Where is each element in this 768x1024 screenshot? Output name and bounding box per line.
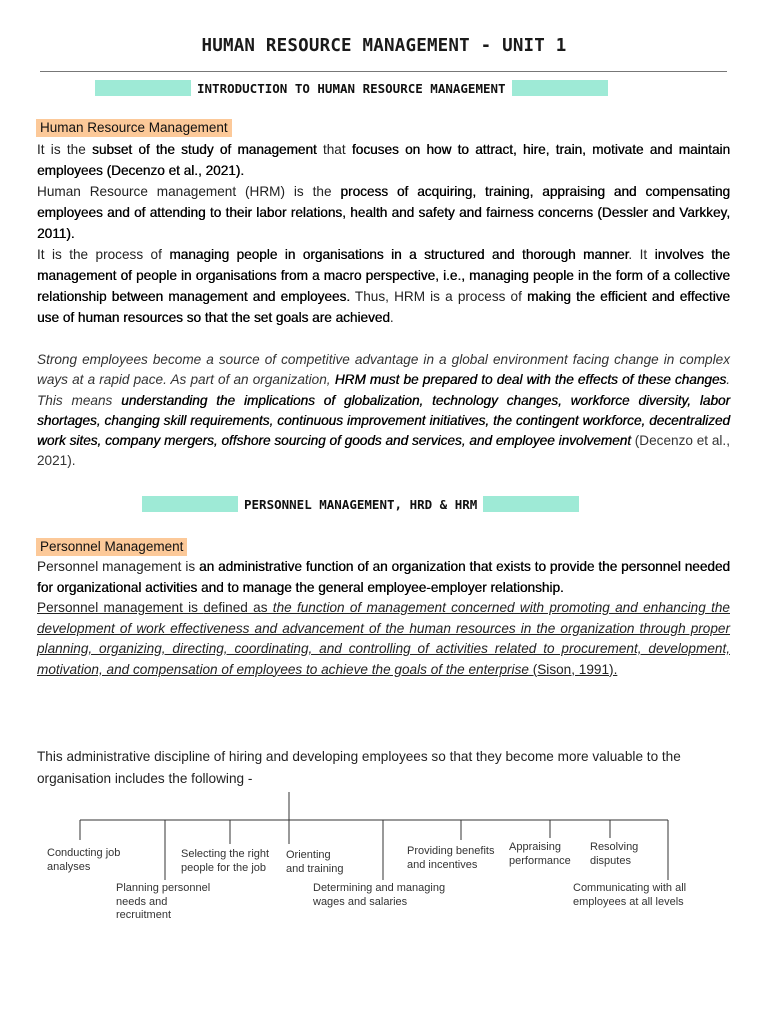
node-label: Selecting the right people for the job [181, 848, 270, 874]
node-label: Resolving disputes [590, 841, 639, 867]
node-label: Determining and managing wages and salaries [313, 882, 446, 908]
node-label: Conducting job analyses [47, 847, 121, 873]
section-heading-label: INTRODUCTION TO HUMAN RESOURCE MANAGEMENT [197, 80, 506, 96]
node-label: Appraising performance [509, 841, 571, 867]
hrm-paragraphs [37, 139, 730, 328]
page-title: HUMAN RESOURCE MANAGEMENT - UNIT 1 [201, 36, 567, 56]
text: Personnel management is [37, 600, 204, 615]
hrm-challenges-paragraph [37, 350, 730, 472]
heading-accent-right [483, 496, 579, 512]
node-appraising [509, 841, 571, 868]
node-label: Orienting and training [286, 849, 344, 875]
emphasis: subset of the study of management [92, 142, 317, 157]
text: Personnel management is [37, 559, 200, 574]
pm-definition-1 [37, 557, 730, 598]
text: . It [628, 247, 655, 262]
text: Strong employees become a source of competitive advantage in a global environment facing change in complex ways at a rapid pace. As part of an organization, [37, 352, 730, 388]
hrm-label: Human Resource Management [36, 119, 232, 137]
pm-paragraphs [37, 557, 730, 680]
hr-functions-diagram [0, 788, 768, 938]
hrm-definition-1 [37, 139, 730, 181]
text: . [389, 310, 394, 325]
emphasis: involves the management of people in organisations from a macro perspective, i.e., managing people in the form of a collective relationship between management and employees. [37, 247, 730, 304]
text: . This means [37, 372, 730, 408]
node-label: Communicating with all employees at all levels [573, 882, 687, 908]
emphasis: process of acquiring, training, appraising and compensating employees and of attending to their labor relations, health and safety and fairness concerns (Dessler and Varkkey, 2011). [37, 184, 730, 241]
section-heading-personnel [142, 496, 579, 512]
text: defined as [203, 600, 268, 615]
hrm-definition-2 [37, 181, 730, 244]
pm-intro-paragraph: This administrative discipline of hiring and developing employees so that they become more valuable to the organisation includes the following - [37, 749, 681, 786]
heading-accent-left [142, 496, 238, 512]
node-planning-recruitment [116, 882, 210, 923]
emphasis: HRM must be prepared to deal with the effects of these changes [334, 372, 727, 388]
heading-accent-right [512, 80, 608, 96]
personnel-management-label: Personnel Management [36, 538, 187, 556]
node-label: Providing benefits and incentives [407, 845, 495, 871]
text: It is the [37, 142, 93, 157]
quoted-definition: the function of management concerned with promoting and enhancing the development of work effectiveness and advancement of the human resources in the organization through proper planning, organizing, directing, coordinating, and controlling of activities related to procurement, development, motivation, and compensation of employees to achieve the goals of the enterprise [37, 600, 730, 677]
node-benefits-incentives [407, 845, 494, 872]
text: that [316, 142, 352, 157]
node-selection [181, 848, 269, 875]
node-resolving-disputes [590, 841, 638, 868]
citation: (Decenzo et al., 2021). [37, 433, 730, 469]
text: It is the process of [37, 247, 170, 262]
citation: (Sison, 1991). [528, 661, 618, 677]
emphasis: making the efficient and effective use of human resources so that the set goals are achieved [37, 289, 730, 325]
hrm-definition-3 [37, 244, 730, 328]
emphasis: an administrative function of an organization that exists to provide the personnel needed for organizational activities and to manage the general employee-employer relationship. [37, 559, 730, 595]
node-orienting-training [286, 849, 344, 876]
section-heading-intro [95, 80, 608, 96]
text: Thus, HRM is a process of [350, 289, 528, 304]
node-job-analyses [47, 847, 120, 874]
section-heading-label: PERSONNEL MANAGEMENT, HRD & HRM [244, 496, 478, 512]
text: Human Resource management (HRM) is the [37, 184, 341, 199]
pm-definition-2 [37, 598, 730, 680]
emphasis: managing people in organisations in a structured and thorough manner [169, 247, 629, 262]
emphasis: understanding the implications of globalization, technology changes, workforce diversity, labor shortages, changing skill requirements, continuous improvement initiatives, the contingent workforce, decentralized work sites, company mergers, offshore sourcing of goods and services, and employee involvement [37, 392, 730, 449]
node-wages-salaries [313, 882, 445, 909]
heading-accent-left [95, 80, 191, 96]
title-divider [40, 71, 727, 72]
node-communicating [573, 882, 686, 909]
node-label: Planning personnel needs and recruitment [116, 882, 211, 921]
emphasis: focuses on how to attract, hire, train, motivate and maintain employees (Decenzo et al., 2021). [37, 142, 731, 178]
